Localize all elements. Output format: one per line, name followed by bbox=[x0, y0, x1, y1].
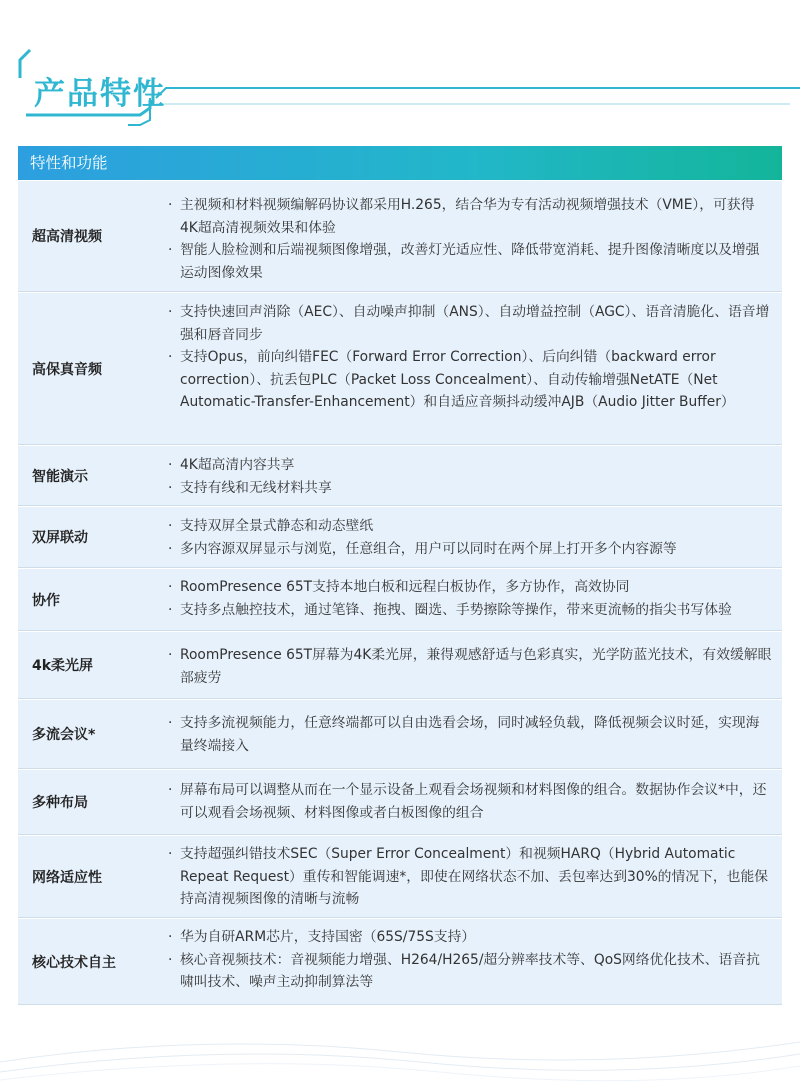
row-label: 多种布局 bbox=[32, 795, 88, 811]
row-label: 多流会议* bbox=[32, 727, 96, 743]
list-item: · 主视频和材料视频编解码协议都采用H.265，结合华为专有活动视频增强技术（VME），可获得4K超高清视频效果和体验 bbox=[168, 194, 772, 239]
list-item: · 支持快速回声消除（AEC）、自动噪声抑制（ANS）、自动增益控制（AGC）、语音清脆化、语音增强和唇音同步 bbox=[168, 301, 772, 346]
row-label: 网络适应性 bbox=[32, 869, 102, 886]
list-item: · 智能人脸检测和后端视频图像增强，改善灯光适应性、降低带宽消耗、提升图像清晰度以及增强运动图像效果 bbox=[168, 239, 772, 284]
row-label: 智能演示 bbox=[32, 468, 88, 485]
list-item: · 支持Opus，前向纠错FEC（Forward Error Correction）、后向纠错（backward error correction）、抗丢包PLC（Packet Loss Concealment）、自动传输增强NetATE（Net Automatic-Transfer-Enhancement）和自适应音频抖动缓冲AJB（Audio Jitter Buffer） bbox=[168, 346, 772, 414]
background-pattern bbox=[0, 992, 800, 1082]
row-body bbox=[168, 301, 772, 414]
list-item: · 多内容源双屏显示与浏览，任意组合，用户可以同时在两个屏上打开多个内容源等 bbox=[168, 538, 772, 561]
page-title: 产品特性 bbox=[34, 76, 166, 112]
table-row bbox=[18, 446, 782, 506]
section-header: 特性和功能 bbox=[18, 146, 782, 180]
list-item: · 华为自研ARM芯片，支持国密（65S/75S支持） bbox=[168, 926, 772, 949]
list-item: · 4K超高清内容共享 bbox=[168, 454, 772, 477]
row-label: 双屏联动 bbox=[32, 530, 88, 546]
row-body bbox=[168, 454, 772, 499]
row-label: 超高清视频 bbox=[32, 229, 102, 245]
row-body bbox=[168, 515, 772, 560]
row-body bbox=[168, 644, 772, 689]
table-row bbox=[18, 293, 782, 445]
table-row bbox=[18, 507, 782, 568]
list-item: · 支持双屏全景式静态和动态壁纸 bbox=[168, 515, 772, 538]
row-label: 核心技术自主 bbox=[32, 954, 116, 971]
row-body bbox=[168, 779, 772, 824]
list-item: · 支持多流视频能力，任意终端都可以自由选看会场，同时减轻负载，降低视频会议时延，实现海量终端接入 bbox=[168, 712, 772, 757]
row-label: 高保真音频 bbox=[32, 361, 102, 378]
table-row bbox=[18, 700, 782, 769]
row-body bbox=[168, 843, 772, 911]
row-body bbox=[168, 194, 772, 284]
list-item: · 核心音视频技术：音视频能力增强、H264/H265/超分辨率技术等、QoS网络优化技术、语音抗啸叫技术、噪声主动抑制算法等 bbox=[168, 949, 772, 994]
list-item: · RoomPresence 65T支持本地白板和远程白板协作，多方协作，高效协同 bbox=[168, 576, 772, 599]
list-item: · 支持有线和无线材料共享 bbox=[168, 477, 772, 500]
table-row bbox=[18, 836, 782, 918]
row-label: 4k柔光屏 bbox=[32, 658, 94, 674]
table-row bbox=[18, 181, 782, 292]
row-body bbox=[168, 576, 772, 621]
row-body bbox=[168, 712, 772, 757]
list-item: · 屏幕布局可以调整从而在一个显示设备上观看会场视频和材料图像的组合。数据协作会议*中，还可以观看会场视频、材料图像或者白板图像的组合 bbox=[168, 779, 772, 824]
table-row bbox=[18, 569, 782, 631]
list-item: · 支持多点触控技术，通过笔锋、拖拽、圈选、手势擦除等操作，带来更流畅的指尖书写体验 bbox=[168, 599, 772, 622]
row-body bbox=[168, 926, 772, 994]
row-label: 协作 bbox=[32, 592, 60, 609]
list-item: · RoomPresence 65T屏幕为4K柔光屏，兼得观感舒适与色彩真实，光学防蓝光技术，有效缓解眼部疲劳 bbox=[168, 644, 772, 689]
list-item: · 支持超强纠错技术SEC（Super Error Concealment）和视频HARQ（Hybrid Automatic Repeat Request）重传和智能调速*，即使在网络状态不加、丢包率达到30%的情况下，也能保持高清视频图像的清晰与流畅 bbox=[168, 843, 772, 911]
table-row bbox=[18, 632, 782, 699]
table-row bbox=[18, 770, 782, 835]
